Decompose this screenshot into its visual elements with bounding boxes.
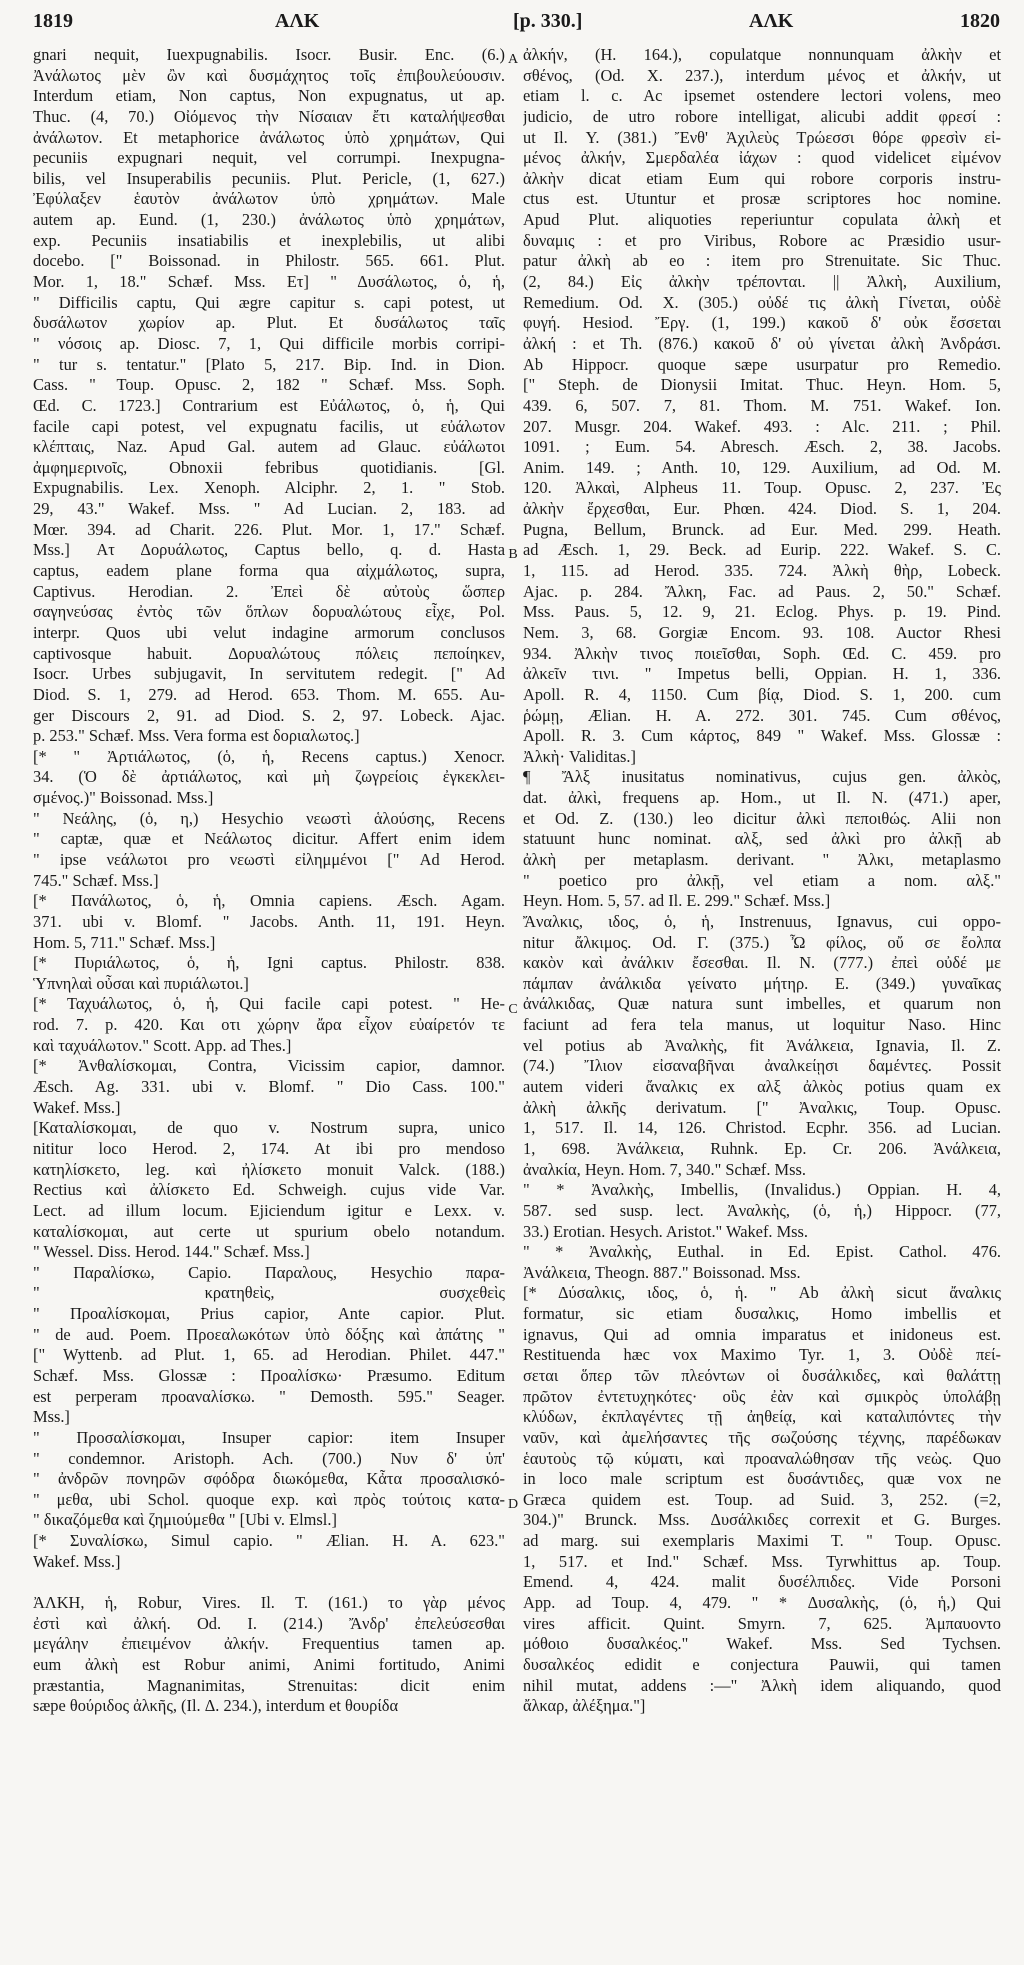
right-column-text-line: etiam l. c. Ac ipsemet ostendere lectori volens, meo xyxy=(523,86,1001,106)
right-column-text-line: ἀλκὴ per metaplasm. derivant. " Ἀλκι, metaplasmo xyxy=(523,849,1001,869)
right-column-text-line: vires afficit. Quint. Smyrn. 7, 625. Ἀμπαυοντο xyxy=(523,1613,1001,1633)
left-column-text-line: docebo. [" Boissonad. in Philostr. 565. 661. Plut. xyxy=(33,251,505,271)
left-column-text-line: Wakef. Mss.] xyxy=(33,1551,121,1571)
left-column-text-line: exp. Pecuniis insatiabilis et inexplebilis, ut alibi xyxy=(33,230,505,250)
left-column-text-line: Isocr. Urbes subjugavit, In servitutem redegit. [" Ad xyxy=(33,664,505,684)
left-column-text-line: eum ἀλκὴ est Robur animi, Animi fortitudo, Animi xyxy=(33,1654,505,1674)
right-column-text-line: ad marg. sui exemplaris Maximi T. " Toup. Opusc. xyxy=(523,1531,1001,1551)
right-column-text-line: Ajac. p. 284. Ἄλκη, Fac. ad Paus. 2, 50." Schæf. xyxy=(523,581,1001,601)
left-column-text-line: " tur s. tentatur." [Plato 5, 217. Bip. Ind. in Dion. xyxy=(33,354,505,374)
left-column-text-line: [Καταλίσκομαι, de quo v. Nostrum supra, unico xyxy=(33,1118,505,1138)
right-column-text-line: Apud Plut. aliquoties reperiuntur copulata ἀλκὴ et xyxy=(523,210,1001,230)
left-column-text-line: καὶ ταχυάλωτον." Scott. App. ad Thes.] xyxy=(33,1035,292,1055)
left-column-text-line: sæpe θούριδος ἀλκῆς, (Il. Δ. 234.), interdum et θουρίδα xyxy=(33,1696,399,1716)
right-column-text-line: statuunt hunc nominat. αλξ, sed ἀλκὶ pro ἀλκῇ ab xyxy=(523,829,1001,849)
right-column-text-line: ἀλκεῖν τινι. " Impetus belli, Oppian. H. 1, 336. xyxy=(523,664,1001,684)
left-column-text-line: [* Ταχυάλωτος, ὁ, ἡ, Qui facile capi potest. " He- xyxy=(33,994,505,1014)
right-column-text-line: " * Ἀναλκὴς, Euthal. in Ed. Epist. Cathol. 476. xyxy=(523,1242,1001,1262)
right-column-text-line: formatur, sic etiam δυσαλκις, Homo imbellis et xyxy=(523,1304,1001,1324)
right-column-text-line: 1, 115. ad Herod. 335. 724. Ἀλκὴ θὴρ, Lobeck. xyxy=(523,561,1001,581)
right-column-text-line: judicio, de utro robore intelligat, alicubi addit φρεσί : xyxy=(523,106,1001,126)
left-column-text-line: præstantia, Magnanimitas, Strenuitas: dicit enim xyxy=(33,1675,505,1695)
left-column-text-line: Mœr. 394. ad Charit. 226. Plut. Mor. 1, 17." Schæf. xyxy=(33,519,505,539)
left-column-text-line: " Προσαλίσκομαι, Insuper capior: item Insuper xyxy=(33,1427,505,1447)
right-column-text-line: ναῦν, καὶ ἀμελήσαντες τῆς σωζούσης τέχνης, παρέδωκαν xyxy=(523,1427,1001,1447)
section-marker-b: B xyxy=(508,547,518,562)
left-column-text-line: " ipse νεάλωτοι pro νεωστὶ εἰλημμένοι [" Ad Herod. xyxy=(33,849,505,869)
right-column-text-line: autem videri ἄναλκις ex αλξ ἀλκὸς potius quam ex xyxy=(523,1077,1001,1097)
right-column-text-line: σεται ὅπερ τῶν πλεόντων οἱ δυσάλκιδες, καὶ θαλάττῃ xyxy=(523,1366,1001,1385)
right-column-text-line: Restituenda hæc vox Maximo Tyr. 1, 3. Οὐδὲ πεί- xyxy=(523,1345,1001,1365)
right-headword: ΑΛΚ xyxy=(749,10,794,32)
left-column-text-line: " Προαλίσκομαι, Prius capior, Ante capior. Plut. xyxy=(33,1304,505,1324)
left-column-text-line: Diod. S. 1, 279. ad Herod. 653. Thom. M. 655. Au- xyxy=(33,684,505,704)
right-column-text-line: nitur ἄλκιμος. Od. Γ. (375.) Ὦ φίλος, οὔ σε ἔολπα xyxy=(523,932,1001,952)
right-column xyxy=(523,45,1001,1717)
left-column-text-line: " νόσοις ap. Diosc. 7, 1, Qui difficile morbis corripi- xyxy=(33,333,505,353)
left-column-text-line: " condemnor. Aristoph. Ach. (700.) Νυν δ' ὑπ' xyxy=(33,1448,505,1468)
right-column-text-line: patur ἀλκὴ ab eo : item pro Strenuitate. Sic Thuc. xyxy=(523,251,1001,271)
left-column-text-line: Cass. " Toup. Opusc. 2, 182 " Schæf. Mss. Soph. xyxy=(33,375,505,395)
right-column-text-line: 207. Musgr. 204. Wakef. 493. : Alc. 211. ; Phil. xyxy=(523,416,1001,436)
right-column-text-line: 1, 517. et Ind." Schæf. Mss. Tyrwhittus ap. Toup. xyxy=(523,1551,1001,1571)
right-column-text-line: Ἀλκὴ· Validitas.] xyxy=(523,746,636,766)
right-column-text-line: ad Æsch. 1, 29. Beck. ad Eurip. 222. Wakef. S. C. xyxy=(523,540,1001,560)
right-column-text-line: (74.) Ἴλιον εἰσαναβῆναι ἀναλκείῃσι δαμέντες. Possit xyxy=(523,1056,1001,1076)
page-reference: [p. 330.] xyxy=(513,10,583,32)
right-column-text-line: vel potius ab Ἀναλκὴς, fit Ἀνάλκεια, Ignavia, Il. Ζ. xyxy=(523,1035,1001,1055)
left-column-number: 1819 xyxy=(33,10,73,32)
right-column-text-line: Mss. Paus. 5, 12. 9, 21. Eclog. Phys. p. 19. Pind. xyxy=(523,602,1001,622)
right-column-text-line: " poetico pro ἀλκῇ, vel etiam a nom. αλξ." xyxy=(523,870,1001,890)
left-column-text-line: est perperam προαναλίσκω. " Demosth. 595." Seager. xyxy=(33,1386,505,1406)
right-column-text-line: πάμπαν ἀνάλκιδα γείνατο μήτηρ. Ε. (349.) γυναῖκας xyxy=(523,973,1001,993)
right-column-text-line: 1091. ; Eum. 54. Abresch. Æsch. 2, 38. Jacobs. xyxy=(523,437,1001,457)
left-column-text-line: [* Πυριάλωτος, ὁ, ἡ, Igni captus. Philostr. 838. xyxy=(33,953,505,973)
right-column-text-line: ἀνάλκιδας, Quæ natura sunt imbelles, et quarum non xyxy=(523,994,1001,1014)
left-column-text-line: [* Ἀνθαλίσκομαι, Contra, Vicissim capior, damnor. xyxy=(33,1056,505,1076)
left-column-text-line: bilis, vel Insuperabilis pecuniis. Plut. Pericle, (1, 627.) xyxy=(33,168,505,188)
right-column-text-line: 1, 698. Ἀνάλκεια, Ruhnk. Ep. Cr. 206. Ἀνάλκεια, xyxy=(523,1138,1001,1158)
right-column-text-line: et Od. Ζ. (130.) leo dicitur ἀλκὶ πεποιθώς. Alii non xyxy=(523,808,1001,828)
left-column-text-line: Captivus. Herodian. 2. Ἐπεὶ δὲ αὐτοὺς ὥσπερ xyxy=(33,581,505,601)
left-column-text-line: Mss.] xyxy=(33,1407,70,1427)
left-column-text-line: Schæf. Mss. Glossæ : Προαλίσκω· Præsumo. Editum xyxy=(33,1366,505,1385)
right-column-text-line: Apoll. R. 3. Cum κάρτος, 849 " Wakef. Mss. Glossæ : xyxy=(523,726,1001,746)
left-column-text-line: " Wessel. Diss. Herod. 144." Schæf. Mss.] xyxy=(33,1242,310,1262)
left-column-text-line: σμένος.)" Boissonad. Mss.] xyxy=(33,788,214,808)
left-column xyxy=(33,45,505,1717)
right-column-text-line: 33.) Erotian. Hesych. Aristot." Wakef. Mss. xyxy=(523,1221,809,1241)
right-column-text-line: faciunt ad fera tela manus, ut loquitur Naso. Hinc xyxy=(523,1015,1001,1035)
left-column-text-line: Interdum etiam, Non captus, Non expugnatus, ut ap. xyxy=(33,86,505,106)
right-column-text-line: μόθοιο δυσαλκέος." Wakef. Mss. Sed Tychsen. xyxy=(523,1634,1001,1654)
right-column-text-line: ἀλκή : et Th. (876.) κακοῦ δ' οὐ γίνεται ἀλκὴ Ἀνδράσι. xyxy=(523,333,1001,353)
right-column-text-line: (2, 84.) Εἰς ἀλκὴν τρέπονται. || Ἀλκὴ, Auxilium, xyxy=(523,272,1001,292)
left-column-text-line: rod. 7. p. 420. Και οτι χώρην ἄρα εἶχον εὐαίρετόν τε xyxy=(33,1015,505,1035)
left-column-text-line: " κρατηθεὶς, συσχεθεὶς xyxy=(33,1283,505,1303)
left-column-text-line: Wakef. Mss.] xyxy=(33,1097,121,1117)
left-column-text-line: 34. (Ὁ δὲ ἀρτιάλωτος, καὶ μὴ ζωγρείοις ἐγκεκλει- xyxy=(33,767,505,787)
right-column-text-line: δυσαλκέος edidit e conjectura Pauwii, qui tamen xyxy=(523,1654,1001,1674)
left-column-text-line: Mss.] Ατ Δορυάλωτος, Captus bello, q. d. Hasta xyxy=(33,540,505,560)
left-column-text-line: κλέπταις, Naz. Apud Gal. autem ad Glauc. εὐάλωτοι xyxy=(33,437,505,457)
left-column-text-line: καταλίσκομαι, aut certe ut spurium obelo notandum. xyxy=(33,1221,505,1241)
right-column-text-line: ctus est. Utuntur et prosæ scriptores hoc nomine. xyxy=(523,189,1001,209)
left-column-text-line: " Νεάλης, (ὁ, η,) Hesychio νεωστὶ ἁλούσης, Recens xyxy=(33,808,505,828)
right-column-text-line: μένος ἀλκήν, Σμερδαλέα ἰάχων : quod videlicet εἰμένον xyxy=(523,148,1001,168)
left-column-text-line: p. 253." Schæf. Mss. Vera forma est δοριαλωτος.] xyxy=(33,726,360,746)
right-column-text-line: [" Steph. de Dionysii Imitat. Thuc. Heyn. Hom. 5, xyxy=(523,375,1001,395)
right-column-text-line: Remedium. Od. Χ. (305.) οὐδέ τις ἀλκὴ Γίνεται, οὐδὲ xyxy=(523,292,1001,312)
left-column-text-line: nititur loco Herod. 2, 174. At ibi pro mendoso xyxy=(33,1138,505,1158)
left-column-text-line: ἀνάλωτον. Et metaphorice ἀνάλωτος ὑπὸ χρημάτων, Qui xyxy=(33,127,505,147)
right-column-text-line: ἑαυτοὺς τῷ κύματι, καὶ προαναλώθησαν τῆς νεὼς. Quo xyxy=(523,1448,1001,1468)
left-column-text-line: Hom. 5, 711." Schæf. Mss.] xyxy=(33,932,216,952)
left-column-text-line: Æsch. Ag. 331. ubi v. Blomf. " Dio Cass. 100." xyxy=(33,1077,505,1097)
section-marker-c: C xyxy=(508,1002,518,1017)
left-column-text-line: Ὑπνηλαὶ οὖσαι καὶ πυριάλωτοι.] xyxy=(33,973,249,993)
right-column-text-line: σθένος, (Od. Χ. 237.), interdum μένος et ἀλκήν, ut xyxy=(523,65,1001,85)
right-column-text-line: ἄλκαρ, ἀλέξημα."] xyxy=(523,1696,646,1716)
left-column-text-line: κατηλίσκετο, leg. καὶ ἠλίσκετο monuit Valck. (188.) xyxy=(33,1159,505,1179)
left-column-text-line: ἐστὶ καὶ ἀλκή. Od. Ι. (214.) Ἄνδρ' ἐπελεύσεσθαι xyxy=(33,1613,505,1633)
left-column-text-line: 371. ubi v. Blomf. " Jacobs. Anth. 11, 191. Heyn. xyxy=(33,911,505,931)
left-column-text-line: Mor. 1, 18." Schæf. Mss. Ετ] " Δυσάλωτος, ὁ, ἡ, xyxy=(33,272,505,292)
left-column-text-line: Thuc. (4, 70.) Οἰόμενος τὴν Νίσαιαν ἔτι καταλήψεσθαι xyxy=(33,106,505,126)
left-column-text-line: [* " Ἀρτιάλωτος, (ὁ, ἡ, Recens captus.) Xenocr. xyxy=(33,746,505,766)
right-column-text-line: Nem. 3, 68. Gorgiæ Encom. 93. 108. Auctor Rhesi xyxy=(523,622,1001,642)
right-column-text-line: dat. ἀλκὶ, frequens ap. Hom., ut Il. Ν. (471.) aper, xyxy=(523,788,1001,808)
right-column-text-line: in loco male scriptum est δυσάντιδες, quæ vox ne xyxy=(523,1469,1001,1489)
left-column-text-line: ger Discours 2, 91. ad Diod. S. 2, 97. Lobeck. Ajac. xyxy=(33,705,505,725)
right-column-text-line: ἀλκὴν dicat etiam Eum qui robore corporis instru- xyxy=(523,168,1001,188)
right-column-text-line: ¶ Ἄλξ inusitatus nominativus, cujus gen. ἀλκὸς, xyxy=(523,767,1001,787)
right-column-text-line: 1, 517. Il. 14, 126. Christod. Ecphr. 356. ad Lucian. xyxy=(523,1118,1001,1138)
left-column-text-line: captus, eadem plane forma qua αἰχμάλωτος, supra, xyxy=(33,561,505,581)
right-column-text-line: Ab Hippocr. quoque sæpe usurpatur pro Remedio. xyxy=(523,354,1001,374)
left-column-text-line: Lect. ad illum locum. Ejiciendum igitur e Lexx. v. xyxy=(33,1200,505,1220)
right-column-text-line: ῥώμῃ, Ælian. H. A. 272. 301. 745. Cum σθένος, xyxy=(523,705,1001,725)
right-column-text-line: ἀλκήν, (Η. 164.), copulatque nonnunquam ἀλκὴν et xyxy=(523,45,1001,64)
right-column-number: 1820 xyxy=(960,10,1000,32)
right-column-text-line: 304.)" Brunck. Mss. Δυσάλκιδες correxit et G. Burges. xyxy=(523,1510,1001,1530)
left-headword: ΑΛΚ xyxy=(275,10,320,32)
left-column-text-line: captivosque habuit. Δορυαλώτους πόλεις πεποίηκεν, xyxy=(33,643,505,663)
right-column-text-line: " * Ἀναλκὴς, Imbellis, (Invalidus.) Oppian. H. 4, xyxy=(523,1180,1001,1200)
right-column-text-line: δυναμις : et pro Viribus, Robore ac Præsidio usur- xyxy=(523,230,1001,250)
right-column-text-line: App. ad Toup. 4, 479. " * Δυσαλκὴς, (ὁ, ἡ,) Qui xyxy=(523,1593,1001,1613)
left-column-text-line: 29, 43." Wakef. Mss. " Ad Lucian. 2, 183. ad xyxy=(33,499,505,519)
right-column-text-line: 120. Ἀλκαὶ, Alpheus 11. Toup. Opusc. 2, 237. Ἐς xyxy=(523,478,1001,498)
right-column-text-line: κακὸν καὶ ἀνάλκιν ἔσεσθαι. Il. Ν. (777.) ἐπεὶ οὐδέ με xyxy=(523,953,1001,973)
right-column-text-line: [* Δύσαλκις, ιδος, ὁ, ἡ. " Ab ἀλκὴ sicut ἄναλκις xyxy=(523,1283,1001,1303)
left-column-text-line: δυσάλωτον χωρίον ap. Plut. Et δυσάλωτος ταῖς xyxy=(33,313,505,333)
left-column-text-line: [* Συναλίσκω, Simul capio. " Ælian. H. A. 623." xyxy=(33,1531,505,1551)
left-column-text-line: ἈΛΚΗ, ἡ, Robur, Vires. Il. Τ. (161.) το γὰρ μένος xyxy=(33,1593,505,1613)
left-column-text-line: σαγηνεύσας ἐντὸς τῶν ὅπλων δορυαλώτους εἶχε, Pol. xyxy=(33,602,505,622)
left-column-text-line: Œd. C. 1723.] Contrarium est Εὐάλωτος, ὁ, ἡ, Qui xyxy=(33,395,505,415)
right-column-text-line: ἀλκὴν ἔρχεσθαι, Eur. Phœn. 424. Diod. S. 1, 204. xyxy=(523,499,1001,519)
right-column-text-line: Ἄναλκις, ιδος, ὁ, ἡ, Instrenuus, Ignavus, cui oppo- xyxy=(523,911,1001,931)
right-column-text-line: ἀναλκία, Heyn. Hom. 7, 340." Schæf. Mss. xyxy=(523,1159,806,1179)
right-column-text-line: Anim. 149. ; Anth. 10, 129. Auxilium, ad Od. M. xyxy=(523,457,1001,477)
right-column-text-line: κλύδων, ἐκπλαγέντες τῇ ἀηθείᾳ, καὶ καταλιπόντες τὴν xyxy=(523,1407,1001,1427)
section-marker-d: D xyxy=(507,1497,519,1512)
left-column-text-line: 745." Schæf. Mss.] xyxy=(33,870,159,890)
right-column-text-line: 587. sed susp. lect. Ἀναλκὴς, (ὁ, ἡ,) Hippocr. (77, xyxy=(523,1200,1001,1220)
right-column-text-line: Pugna, Bellum, Brunck. ad Eur. Med. 299. Heath. xyxy=(523,519,1001,539)
left-column-text-line: interpr. Quos ubi velut indagine armorum conclusos xyxy=(33,622,505,642)
left-column-text-line: [* Πανάλωτος, ὁ, ἡ, Omnia capiens. Æsch. Agam. xyxy=(33,891,505,911)
right-column-text-line: nihil mutat, addens :—" Ἀλκὴ idem aliquando, quod xyxy=(523,1675,1001,1695)
page-header xyxy=(33,10,1000,40)
left-column-text-line: Ἐφύλαξεν ἑαυτὸν ἀνάλωτον ὑπὸ χρημάτων. Male xyxy=(33,189,505,209)
right-column-text-line: φυγή. Hesiod. Ἔργ. (1, 199.) κακοῦ δ' οὐκ ἔσσεται xyxy=(523,313,1001,333)
left-column-text-line: [" Wyttenb. ad Plut. 1, 65. ad Herodian. Philet. 447." xyxy=(33,1345,505,1365)
right-column-text-line: 439. 6, 507. 7, 81. Thom. M. 751. Wakef. Ion. xyxy=(523,395,1001,415)
left-column-text-line: μεγάλην ἐπιειμένον ἀλκήν. Frequentius tamen ap. xyxy=(33,1634,505,1654)
left-column-text-line: pecuniis expugnari nequit, vel corrumpi. Inexpugna- xyxy=(33,148,505,168)
left-column-text-line: " ἀνδρῶν πονηρῶν σφόδρα διωκόμεθα, Κἆτα προσαλισκό- xyxy=(33,1469,505,1489)
left-column-text-line: facile capi potest, vel expugnatu facilis, ut εὐάλωτον xyxy=(33,416,505,436)
left-column-text-line xyxy=(33,1572,505,1593)
left-column-text-line: " de aud. Poem. Προεαλωκότων ὑπὸ δόξης καὶ ἀπάτης " xyxy=(33,1324,505,1344)
right-column-text-line: ut Il. Υ. (381.) Ἔνθ' Ἀχιλεὺς Τρώεσσι θόρε φρεσὶν εἰ- xyxy=(523,127,1001,147)
left-column-text-line: Rectius καὶ ἀλίσκετο Ed. Schweigh. cujus vide Var. xyxy=(33,1180,505,1200)
right-column-text-line: Emend. 4, 424. malit δυσέλπιδες. Vide Porsoni xyxy=(523,1572,1001,1592)
right-column-text-line: Græca quidem est. Toup. ad Suid. 3, 252. (=2, xyxy=(523,1489,1001,1509)
left-column-text-line: " δικαζόμεθα καὶ ζημιούμεθα " [Ubi v. Elmsl.] xyxy=(33,1510,337,1530)
right-column-text-line: Apoll. R. 4, 1150. Cum βίᾳ, Diod. S. 1, 200. cum xyxy=(523,684,1001,704)
left-column-text-line: " Difficilis captu, Qui ægre capitur s. capi potest, ut xyxy=(33,292,505,312)
left-column-text-line: " Παραλίσκω, Capio. Παραλους, Hesychio παρα- xyxy=(33,1262,505,1282)
right-column-text-line: πρῶτον ἐντετυχηκότες· οὓς ἐὰν καὶ σμικρὸς ὑπολάβῃ xyxy=(523,1386,1001,1406)
left-column-text-line: " captæ, quæ et Νεάλωτος dicitur. Affert enim idem xyxy=(33,829,505,849)
left-column-text-line: ἀμφημερινοῖς, Obnoxii febribus quotidianis. [Gl. xyxy=(33,457,505,477)
right-column-text-line: 934. Ἀλκὴν τινος ποιεῖσθαι, Soph. Œd. C. 459. pro xyxy=(523,643,1001,663)
right-column-text-line: ignavus, Qui ad omnia imparatus et inidoneus est. xyxy=(523,1324,1001,1344)
left-column-text-line: gnari nequit, Iuexpugnabilis. Isocr. Busir. Enc. (6.) xyxy=(33,45,505,64)
section-marker-a: A xyxy=(507,52,519,67)
left-column-text-line: Ἀνάλωτος μὲν ὢν καὶ δυσμάχητος τοῖς ἐπιβουλεύουσιν. xyxy=(33,65,505,85)
left-column-text-line: Expugnabilis. Lex. Xenoph. Alciphr. 2, 1. " Stob. xyxy=(33,478,505,498)
left-column-text-line: autem ap. Eund. (1, 230.) ἀνάλωτος ὑπὸ χρημάτων, xyxy=(33,210,505,230)
right-column-text-line: ἀλκὴ ἀλκῆς derivatum. [" Ἀναλκις, Toup. Opusc. xyxy=(523,1097,1001,1117)
right-column-text-line: Ἀνάλκεια, Theogn. 887." Boissonad. Mss. xyxy=(523,1262,801,1282)
right-column-text-line: Heyn. Hom. 5, 57. ad Il. Ε. 299." Schæf. Mss.] xyxy=(523,891,831,911)
left-column-text-line: " μεθα, ubi Schol. quoque exp. καὶ πρὸς τούτοις κατα- xyxy=(33,1489,505,1509)
